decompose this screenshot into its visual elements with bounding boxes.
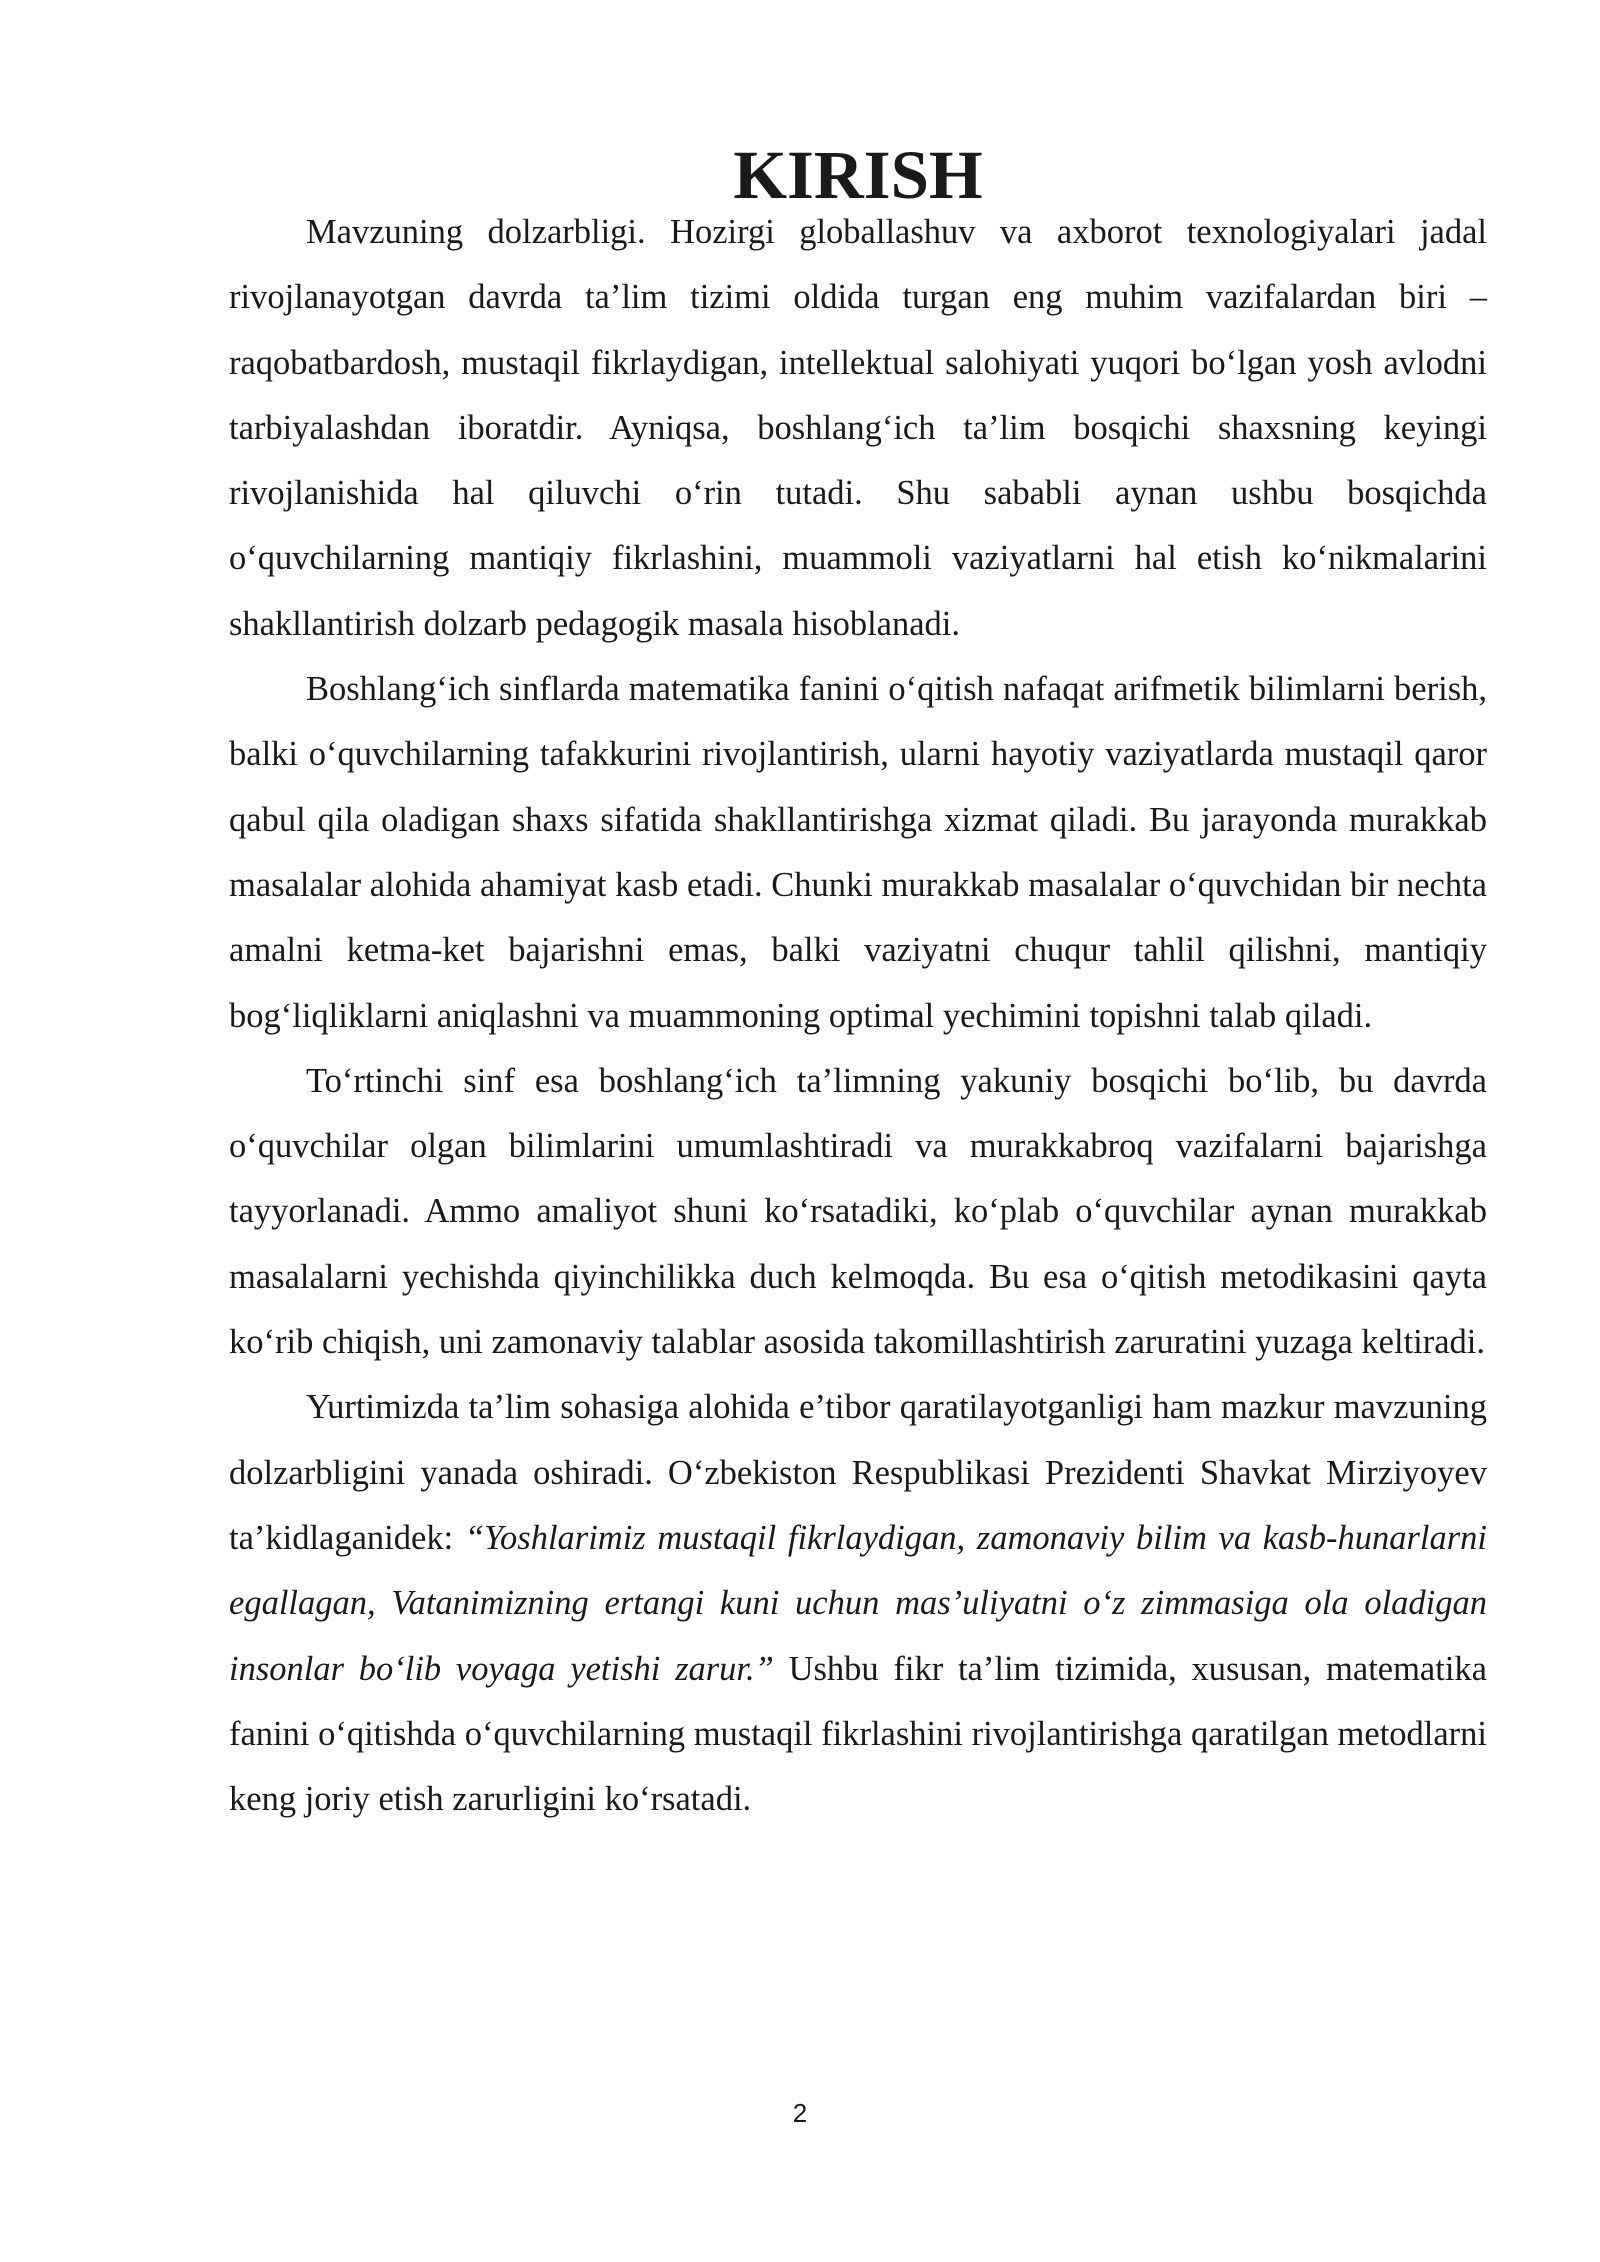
- paragraph-math-teaching: Boshlang‘ich sinflarda matematika fanini o‘qitish nafaqat arifmetik bilimlarni berish, balki o‘quvchilarning tafakkurini rivojlantirish, ularni hayotiy vaziyatlarda mustaqil qaror qabul qila oladigan shaxs sifatida shakllantirishga xizmat qiladi. Bu jarayonda murakkab masalalar alohida ahamiyat kasb etadi. Chunki murakkab masalalar o‘quvchidan bir nechta amalni ketma-ket bajarishni emas, balki vaziyatni chuqur tahlil qilishni, mantiqiy bog‘liqliklarni aniqlashni va muammoning optimal yechimini topishni talab qiladi.: [229, 670, 1487, 1035]
- paragraph-relevance: Mavzuning dolzarbligi. Hozirgi globallashuv va axborot texnologiyalari jadal rivojlanayotgan davrda ta’lim tizimi oldida turgan eng muhim vazifalardan biri – raqobatbardosh, mustaqil fikrlaydigan, intellektual salohiyati yuqori bo‘lgan yosh avlodni tarbiyalashdan iboratdir. Ayniqsa, boshlang‘ich ta’lim bosqichi shaxsning keyingi rivojlanishida hal qiluvchi o‘rin tutadi. Shu sababli aynan ushbu bosqichda o‘quvchilarning mantiqiy fikrlashini, muammoli vaziyatlarni hal etish ko‘nikmalarini shakllantirish dolzarb pedagogik masala hisoblanadi.: [229, 213, 1487, 643]
- page-number: 2: [792, 2098, 808, 2128]
- section-heading: KIRISH: [733, 137, 983, 213]
- paragraph-text-before-quote: Yurtimizda ta’lim sohasiga alohida e’tibor qaratilayotganligi ham mazkur mavzuning dolzarbligini yanada oshiradi. O‘zbekiston Respublikasi Prezidenti Shavkat Mirziyoyev ta’kidlaganidek:: [229, 1388, 1487, 1557]
- paragraph-state-attention: [229, 1375, 1487, 1832]
- president-quote: “Yoshlarimiz mustaqil fikrlaydigan, zamonaviy bilim va kasb-hunarlarni egallagan, Vatanimizning ertangi kuni uchun mas’uliyatni o‘z zimmasiga ola oladigan insonlar bo‘lib voyaga yetishi zarur.”: [229, 1518, 1487, 1688]
- page-content: [229, 137, 1488, 1832]
- paragraph-text-after-quote: Ushbu fikr ta’lim tizimida, xususan, matematika fanini o‘qitishda o‘quvchilarning mustaqil fikrlashini rivojlantirishga qaratilgan metodlarni keng joriy etish zarurligini ko‘rsatadi.: [229, 1649, 1488, 1819]
- paragraph-fourth-grade: To‘rtinchi sinf esa boshlang‘ich ta’limning yakuniy bosqichi bo‘lib, bu davrda o‘quvchilar olgan bilimlarini umumlashtiradi va murakkabroq vazifalarni bajarishga tayyorlanadi. Ammo amaliyot shuni ko‘rsatadiki, ko‘plab o‘quvchilar aynan murakkab masalalarni yechishda qiyinchilikka duch kelmoqda. Bu esa o‘qitish metodikasini qayta ko‘rib chiqish, uni zamonaviy talablar asosida takomillashtirish zaruratini yuzaga keltiradi.: [229, 1061, 1487, 1362]
